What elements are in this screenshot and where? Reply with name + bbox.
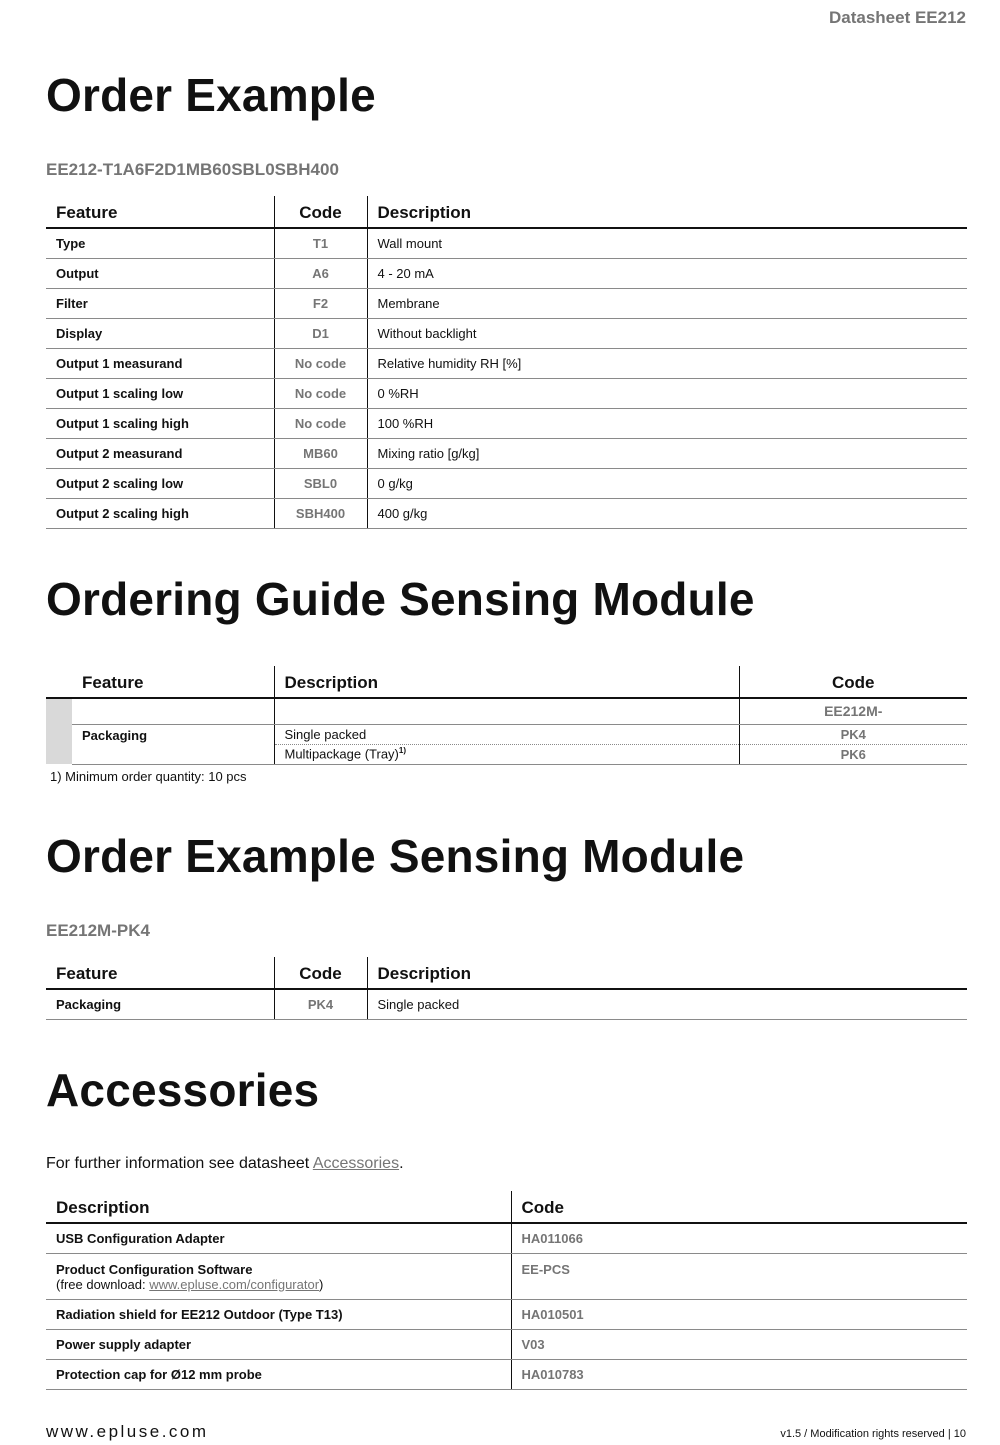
order-example-heading: Order Example (46, 69, 376, 121)
footer-version: v1.5 / Modification rights reserved | 10 (780, 1428, 966, 1440)
table-row (46, 1253, 967, 1299)
feature-cell: Packaging (72, 724, 274, 764)
order-example-module-code: EE212M-PK4 (46, 921, 150, 940)
description-cell: Wall mount (367, 228, 967, 258)
feature-cell: Output 1 measurand (46, 348, 274, 378)
accessory-code: HA010501 (511, 1299, 967, 1329)
intro-text: For further information see datasheet (46, 1155, 313, 1172)
table-row (46, 498, 967, 528)
ordering-guide-table (46, 666, 967, 765)
footer-url[interactable]: www.epluse.com (46, 1422, 209, 1441)
column-header-code: Code (739, 666, 967, 698)
column-header-feature: Feature (46, 196, 274, 228)
column-header-description: Description (46, 1191, 511, 1223)
ordering-guide-heading: Ordering Guide Sensing Module (46, 573, 755, 625)
footnote: 1) Minimum order quantity: 10 pcs (50, 769, 247, 784)
code-cell: D1 (274, 318, 367, 348)
feature-cell: Output 2 measurand (46, 438, 274, 468)
code-cell: A6 (274, 258, 367, 288)
table-header-row (46, 1191, 967, 1223)
description-cell (274, 698, 739, 724)
column-header-description: Description (367, 196, 967, 228)
description-cell: 100 %RH (367, 408, 967, 438)
order-example-module-heading: Order Example Sensing Module (46, 830, 745, 882)
accessory-description: USB Configuration Adapter (46, 1223, 511, 1253)
gray-marker (46, 698, 72, 764)
code-cell: T1 (274, 228, 367, 258)
column-header-feature: Feature (72, 666, 274, 698)
order-example-table (46, 196, 967, 529)
accessory-title: Product Configuration Software (56, 1261, 253, 1277)
table-row (46, 1299, 967, 1329)
feature-cell: Output 1 scaling high (46, 408, 274, 438)
footnote-marker: 1) (398, 746, 407, 756)
code-cell: SBL0 (274, 468, 367, 498)
column-header-feature: Feature (46, 957, 274, 989)
code-cell: SBH400 (274, 498, 367, 528)
column-header-code: Code (274, 957, 367, 989)
accessory-code: HA010783 (511, 1359, 967, 1389)
accessory-description: Protection cap for Ø12 mm probe (46, 1359, 511, 1389)
intro-end: . (399, 1155, 404, 1172)
accessory-description (46, 1253, 511, 1299)
feature-cell: Output 1 scaling low (46, 378, 274, 408)
description-text: Multipackage (Tray) (284, 746, 399, 762)
table-row (46, 724, 967, 744)
feature-cell (72, 698, 274, 724)
code-prefix-cell: EE212M- (739, 698, 967, 724)
accessory-code: EE-PCS (511, 1253, 967, 1299)
feature-cell: Display (46, 318, 274, 348)
accessory-description: Radiation shield for EE212 Outdoor (Type T13) (46, 1299, 511, 1329)
table-row (46, 318, 967, 348)
description-cell: Membrane (367, 288, 967, 318)
table-row (46, 348, 967, 378)
column-header-code: Code (274, 196, 367, 228)
description-cell: 0 g/kg (367, 468, 967, 498)
accessory-code: V03 (511, 1329, 967, 1359)
order-example-code: EE212-T1A6F2D1MB60SBL0SBH400 (46, 160, 339, 179)
table-row (46, 989, 967, 1019)
table-row (46, 228, 967, 258)
table-row (46, 698, 967, 724)
table-row (46, 258, 967, 288)
code-cell: MB60 (274, 438, 367, 468)
accessories-link[interactable]: Accessories (312, 1155, 400, 1172)
table-row (46, 1359, 967, 1389)
code-cell: F2 (274, 288, 367, 318)
table-row (46, 408, 967, 438)
table-row (46, 1329, 967, 1359)
description-cell: Relative humidity RH [%] (367, 348, 967, 378)
feature-cell: Packaging (46, 989, 274, 1019)
column-header-description: Description (274, 666, 739, 698)
table-header-row (46, 957, 967, 989)
feature-cell: Output (46, 258, 274, 288)
code-cell: PK6 (739, 744, 967, 764)
column-header-description: Description (367, 957, 967, 989)
description-cell: Single packed (367, 989, 967, 1019)
description-cell (274, 744, 739, 764)
table-row (46, 288, 967, 318)
column-header-code: Code (511, 1191, 967, 1223)
accessories-heading: Accessories (46, 1064, 320, 1116)
description-cell: Mixing ratio [g/kg] (367, 438, 967, 468)
download-note: (free download: www.epluse.com/configurator) (56, 1276, 324, 1292)
table-row (46, 378, 967, 408)
code-cell: No code (274, 408, 367, 438)
code-cell: PK4 (274, 989, 367, 1019)
order-example-module-table (46, 957, 967, 1020)
datasheet-title: Datasheet EE212 (828, 8, 966, 27)
description-cell: Single packed (274, 724, 739, 744)
description-cell: 4 - 20 mA (367, 258, 967, 288)
table-header-row (46, 666, 967, 698)
feature-cell: Filter (46, 288, 274, 318)
accessories-intro (46, 1155, 404, 1173)
configurator-link[interactable]: www.epluse.com/configurator (149, 1276, 320, 1292)
table-header-row (46, 196, 967, 228)
code-cell: No code (274, 378, 367, 408)
accessory-code: HA011066 (511, 1223, 967, 1253)
description-cell: Without backlight (367, 318, 967, 348)
code-cell: PK4 (739, 724, 967, 744)
description-cell: 400 g/kg (367, 498, 967, 528)
feature-cell: Output 2 scaling high (46, 498, 274, 528)
table-row (46, 1223, 967, 1253)
table-row (46, 438, 967, 468)
table-row (46, 468, 967, 498)
feature-cell: Output 2 scaling low (46, 468, 274, 498)
feature-cell: Type (46, 228, 274, 258)
accessories-table (46, 1191, 967, 1390)
column-header-spacer (46, 666, 72, 698)
code-cell: No code (274, 348, 367, 378)
accessory-description: Power supply adapter (46, 1329, 511, 1359)
description-cell: 0 %RH (367, 378, 967, 408)
